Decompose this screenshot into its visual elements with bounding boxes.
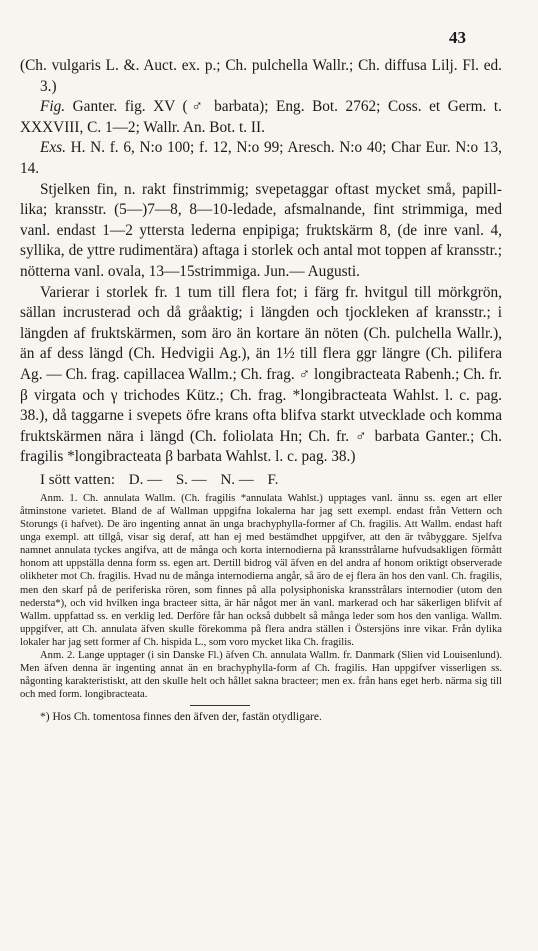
distribution-col: S. —: [175, 471, 207, 488]
description-paragraph: Stjelken fin, n. rakt finstrimmig; svepetaggar oftast mycket små, papill-lika; kransstr. (5—)7—8, 8—10-ledade, afsmalnande, fint strimmiga, med vanl. endast 1—2 yttersta lederna enpipiga; fruktskärm 8, (de inre vanl. 4, syllika, de yttre rudimentära) aftaga i storlek och antal mot toppen af kransstr.; nötterna vanl. ovala, 13—15strimmiga. Jun.— Augusti.: [20, 180, 502, 280]
distribution-col: D. —: [128, 471, 163, 488]
figures-lead: Fig.: [40, 98, 66, 116]
remark-1: Anm. 1. Ch. annulata Wallm. (Ch. fragilis *annulata Wahlst.) upptages vanl. ännu ss. egen art eller åtminstone varietet. Bland de af Wallman uppgifna lokalerna har jag sett exempl. endast från Vettern och Storungs (i hafvet). De äro ingenting annat än unga brachyphylla-former af Ch. fragilis. Att Wallm. endast haft unga exempl. att tillgå, visar sig deraf, att han ej med bestämdhet uppgifver, att den är tvåbyggare. Sjelfva namnet annulata tyckes angifva, att de många och korta internodierna på kransstrålarne hufvudsakligen förmått honom att uppställa denna form ss. egen art. Dertill bidrog väl äfven en del andra af honom oriktigt observerade olikheter mot Ch. fragilis. Hvad nu de många internodierna angår, så äro de ej flera än hos den vanl. Ch. fragilis, men den skarf på de periferiska rören, som finnes på alla polysiphoniska kransstrålars internodier (utom den nedersta*), och vid hvilken inga bracteer sitta, är här något mer än vanl. markerad och har säkerligen blifvit af Wallm. uppfattad ss. en verklig led. Derföre får han också dubbelt så många leder som hos den vanliga. Wallm. uppgifver, att Ch. annulata äfven skulle förekomma på flera andra ställen i Östersjöns inre vikar. Från dylika lokaler har jag sett former af Ch. hispida L., som voro mycket lika Ch. fragilis.: [20, 492, 502, 648]
remark-2: Anm. 2. Lange upptager (i sin Danske Fl.) äfven Ch. annulata Wallm. fr. Danmark (Slien vid Louisenlund). Men äfven denna är ingenting annat än en brachyphylla-form af Ch. fragilis. Han uppgifver visserligen ss. någonting karakteristiskt, att den skulle helt och hållet sakna bracteer; men ex. från hans eget herb. närma sig till och med form. longibracteata.: [20, 650, 502, 701]
footnote: *) Hos Ch. tomentosa finnes den äfven der, fastän otydligare.: [40, 711, 322, 724]
distribution-col: F.: [267, 471, 279, 488]
figures-text: Ganter. fig. XV (♂ barbata); Eng. Bot. 2762; Coss. et Germ. t. XXXVIII, C. 1—2; Wallr. An. Bot. t. II.: [20, 98, 502, 136]
exsiccata-text: H. N. f. 6, N:o 100; f. 12, N:o 99; Aresch. N:o 40; Char Eur. N:o 13, 14.: [20, 139, 502, 177]
page-number: 43: [449, 28, 466, 47]
exsiccata-paragraph: [20, 138, 502, 179]
exsiccata-lead: Exs.: [40, 139, 66, 157]
figures-paragraph: [20, 97, 502, 138]
page-body: [20, 56, 502, 724]
distribution-lead: I sött vatten:: [40, 471, 115, 488]
variation-paragraph: Varierar i storlek fr. 1 tum till flera fot; i färg fr. hvitgul till mörkgrön, sällan incrusterad och då gråaktig; i längden och tjockleken af kransstr.; i längden af fruktskärmen, som äro än kortare än nöten (Ch. pulchella Wallr.), än af dess längd (Ch. Hedvigii Ag.), än 1½ till flera ggr längre (Ch. pilifera Ag. — Ch. frag. capillacea Wallm.; Ch. frag. ♂ longibracteata Rabenh.; Ch. fr. β virgata och γ trichodes Kütz.; Ch. frag. *longibracteata Wahlst. l. c. pag. 38.), då taggarne i svepets öfre krans ofta blifva starkt utvecklade och komma fruktskärmen nära i längd (Ch. foliolata Hn; Ch. fr. ♂ barbata Ganter.; Ch. fragilis *longibracteata β barbata Wahlst. l. c. pag. 38.): [20, 283, 502, 466]
distribution-line: [40, 470, 502, 490]
remarks-block: [20, 492, 502, 702]
distribution-col: N. —: [220, 471, 254, 488]
footnote-block: [20, 710, 502, 724]
footnote-divider: [190, 705, 250, 706]
synonyms-paragraph: (Ch. vulgaris L. &. Auct. ex. p.; Ch. pulchella Wallr.; Ch. diffusa Lilj. Fl. ed. 3.): [20, 57, 502, 95]
